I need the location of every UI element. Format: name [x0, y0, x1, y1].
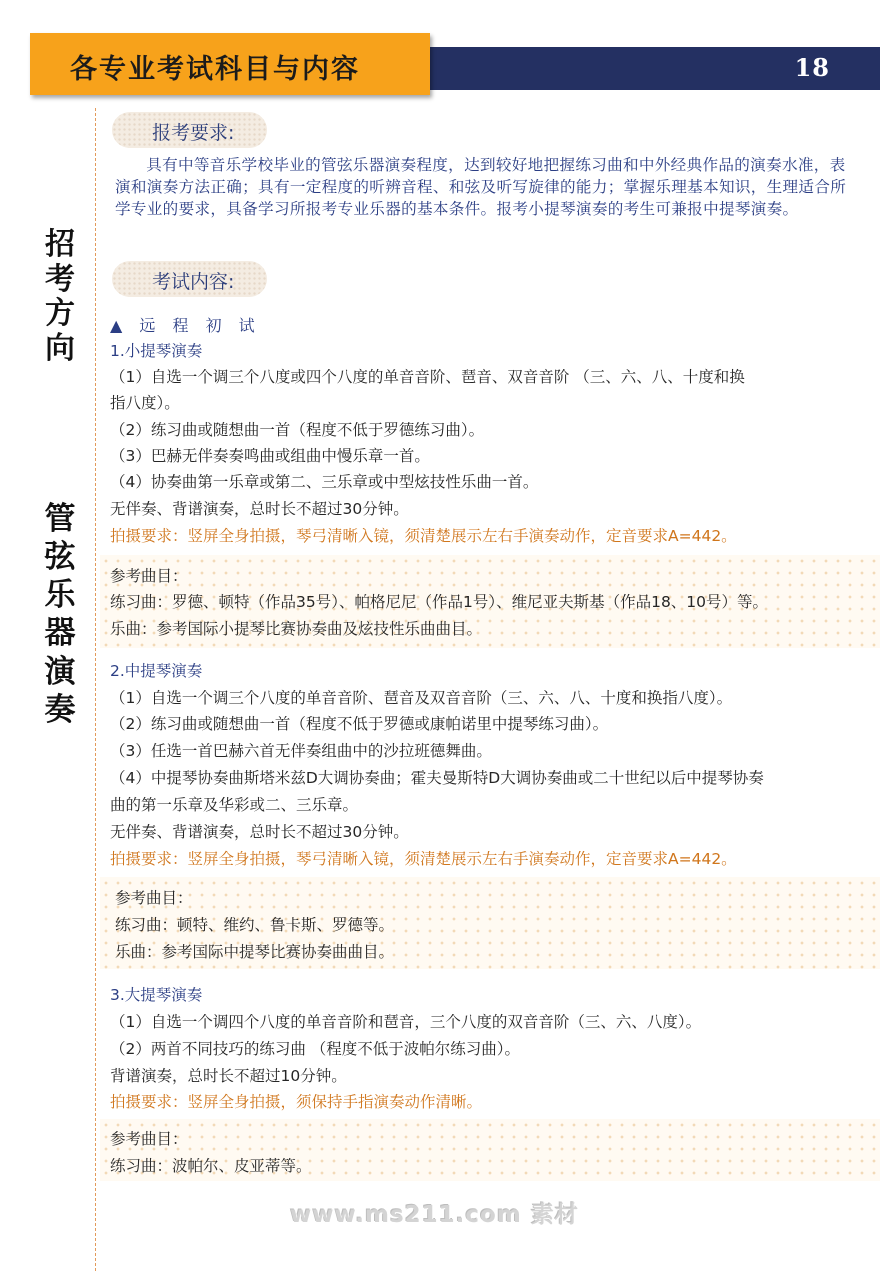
requirements-label: 报考要求:	[152, 122, 235, 144]
filming-requirement: 拍摄要求：竖屏全身拍摄，琴弓清晰入镜，须清楚展示左右手演奏动作，定音要求A=442。	[110, 527, 737, 545]
exam-tag	[112, 261, 267, 297]
exam-note: 无伴奏、背谱演奏，总时长不超过30分钟。	[110, 823, 409, 841]
sidebar-category	[30, 228, 90, 366]
exam-item: （1）自选一个调三个八度或四个八度的单音音阶、琶音、双音音阶 （三、六、八、十度和换	[110, 368, 745, 386]
requirements-text: 具有中等音乐学校毕业的管弦乐器演奏程度，达到较好地把握练习曲和中外经典作品的演奏水准，表演和演奏方法正确；具有一定程度的听辨音程、和弦及听写旋律的能力；掌握乐理基本知识，生理适合所学专业的要求，具备学习所报考专业乐器的基本条件。报考小提琴演奏的考生可兼报中提琴演奏。	[115, 156, 847, 219]
requirements-tag	[112, 112, 267, 148]
reference-title: 参考曲目：	[115, 889, 193, 907]
sidebar-char: 奏	[44, 691, 76, 728]
reference-title: 参考曲目：	[110, 567, 188, 585]
sidebar-char: 弦	[44, 539, 76, 576]
vertical-divider	[95, 108, 96, 1271]
reference-item: 练习曲：波帕尔、皮亚蒂等。	[110, 1157, 312, 1175]
exam-item: （3）巴赫无伴奏奏鸣曲或组曲中慢乐章一首。	[110, 447, 430, 465]
exam-note: 无伴奏、背谱演奏，总时长不超过30分钟。	[110, 500, 409, 518]
title-banner	[30, 33, 430, 95]
sidebar-char: 考	[45, 261, 75, 297]
reference-title: 参考曲目：	[110, 1130, 188, 1148]
sidebar-char: 招	[45, 227, 75, 262]
section-heading: 1.小提琴演奏	[110, 342, 203, 360]
section-heading: 2.中提琴演奏	[110, 662, 203, 680]
exam-item: （4）中提琴协奏曲斯塔米兹D大调协奏曲；霍夫曼斯特D大调协奏曲或二十世纪以后中提琴协奏	[110, 769, 764, 787]
exam-item: （1）自选一个调三个八度的单音音阶、琶音及双音音阶（三、六、八、十度和换指八度）。	[110, 689, 733, 707]
exam-item: 曲的第一乐章及华彩或二、三乐章。	[110, 796, 359, 814]
sidebar-char: 管	[44, 501, 76, 537]
sidebar-char: 向	[45, 330, 75, 366]
exam-item: （3）任选一首巴赫六首无伴奏组曲中的沙拉班德舞曲。	[110, 742, 492, 760]
exam-item: （4）协奏曲第一乐章或第二、三乐章或中型炫技性乐曲一首。	[110, 473, 539, 491]
sidebar-major	[30, 500, 90, 729]
filming-requirement: 拍摄要求：竖屏全身拍摄，须保持手指演奏动作清晰。	[110, 1093, 483, 1111]
exam-item: 指八度）。	[110, 394, 180, 412]
section-heading: 3.大提琴演奏	[110, 986, 203, 1004]
sidebar-char: 方	[45, 296, 75, 331]
page-title: 各专业考试科目与内容	[70, 54, 360, 85]
reference-item: 乐曲：参考国际中提琴比赛协奏曲曲目。	[115, 943, 395, 961]
exam-item: （2）两首不同技巧的练习曲 （程度不低于波帕尔练习曲）。	[110, 1040, 521, 1058]
reference-item: 练习曲：顿特、维约、鲁卡斯、罗德等。	[115, 916, 395, 934]
sidebar-char: 器	[44, 615, 76, 652]
watermark: www.ms211.com 素材	[290, 1202, 579, 1228]
exam-item: （2）练习曲或随想曲一首（程度不低于罗德或康帕诺里中提琴练习曲）。	[110, 715, 609, 733]
exam-item: （1）自选一个调四个八度的单音音阶和琶音，三个八度的双音音阶（三、六、八度）。	[110, 1013, 702, 1031]
filming-requirement: 拍摄要求：竖屏全身拍摄，琴弓清晰入镜，须清楚展示左右手演奏动作，定音要求A=442。	[110, 850, 737, 868]
reference-item: 乐曲：参考国际小提琴比赛协奏曲及炫技性乐曲曲目。	[110, 620, 483, 638]
sidebar-char: 乐	[44, 577, 76, 614]
round-heading: ▲ 远 程 初 试	[110, 316, 261, 335]
exam-note: 背谱演奏，总时长不超过10分钟。	[110, 1067, 347, 1085]
reference-item: 练习曲：罗德、顿特（作品35号）、帕格尼尼（作品1号）、维尼亚夫斯基（作品18、10号）等。	[110, 593, 769, 611]
sidebar-char: 演	[44, 653, 76, 690]
page-number: 18	[794, 53, 830, 82]
exam-item: （2）练习曲或随想曲一首（程度不低于罗德练习曲）。	[110, 421, 485, 439]
exam-label: 考试内容:	[152, 271, 235, 293]
